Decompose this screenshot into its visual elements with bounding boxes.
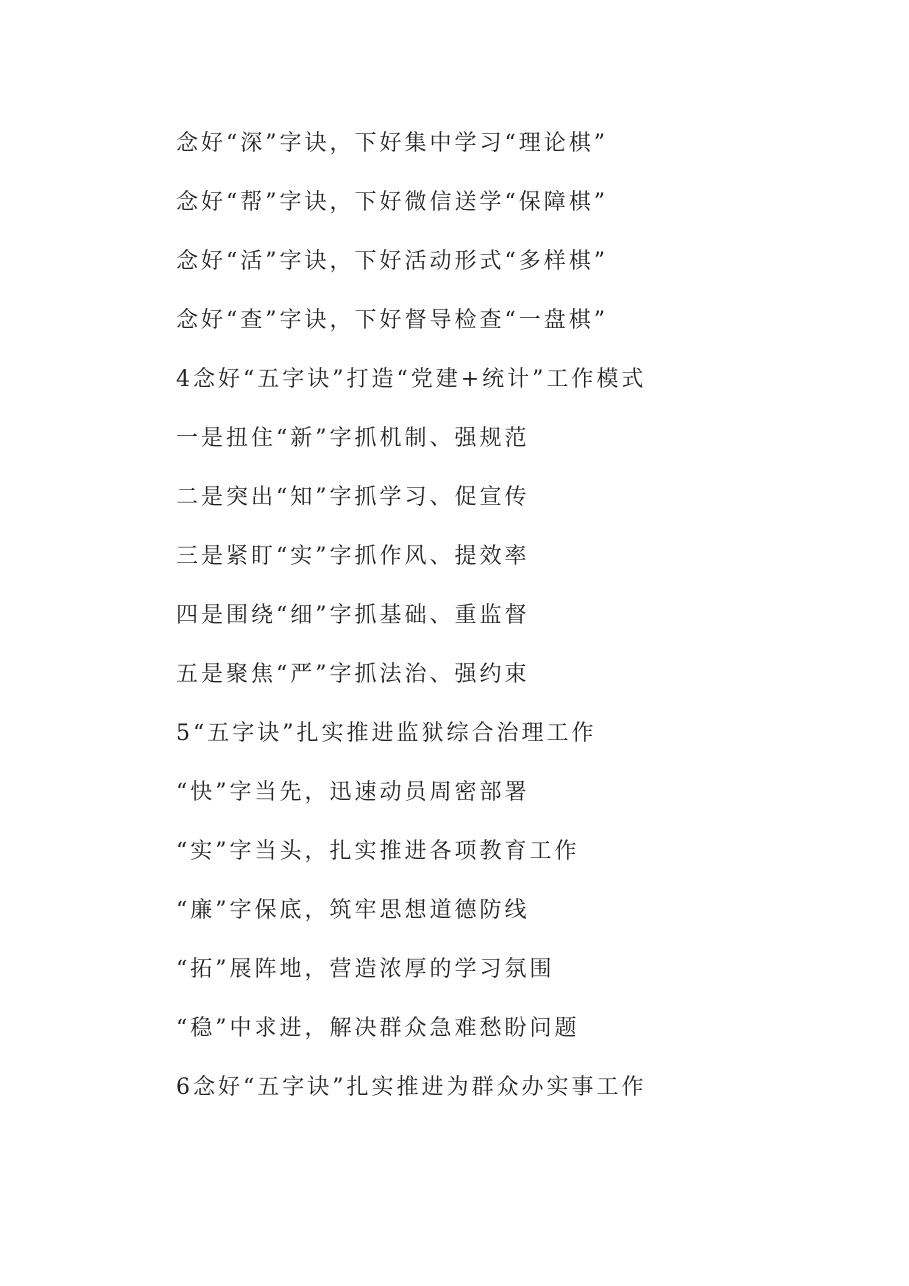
section-heading: 6念好“五字诀”扎实推进为群众办实事工作 [176,1075,647,1100]
text-line: “稳”中求进，解决群众急难愁盼问题 [176,1016,580,1041]
text-line: “廉”字保底，筑牢思想道德防线 [176,898,530,923]
text-line: 念好“查”字诀，下好督导检查“一盘棋” [176,308,608,333]
text-line: 三是紧盯“实”字抓作风、提效率 [176,544,530,569]
text-line: 五是聚焦“严”字抓法治、强约束 [176,662,530,687]
text-line: 念好“活”字诀，下好活动形式“多样棋” [176,249,608,274]
text-line: 念好“帮”字诀，下好微信送学“保障棋” [176,190,608,215]
text-line: 四是围绕“细”字抓基础、重监督 [176,603,530,628]
text-line: 念好“深”字诀，下好集中学习“理论棋” [176,131,608,156]
text-line: “实”字当头，扎实推进各项教育工作 [176,839,580,864]
text-line: “快”字当先，迅速动员周密部署 [176,780,530,805]
text-line: 一是扭住“新”字抓机制、强规范 [176,426,530,451]
text-line: “拓”展阵地，营造浓厚的学习氛围 [176,957,555,982]
text-line: 二是突出“知”字抓学习、促宣传 [176,485,530,510]
section-heading: 4念好“五字诀”打造“党建+统计”工作模式 [176,367,647,392]
section-heading: 5“五字诀”扎实推进监狱综合治理工作 [176,721,597,746]
